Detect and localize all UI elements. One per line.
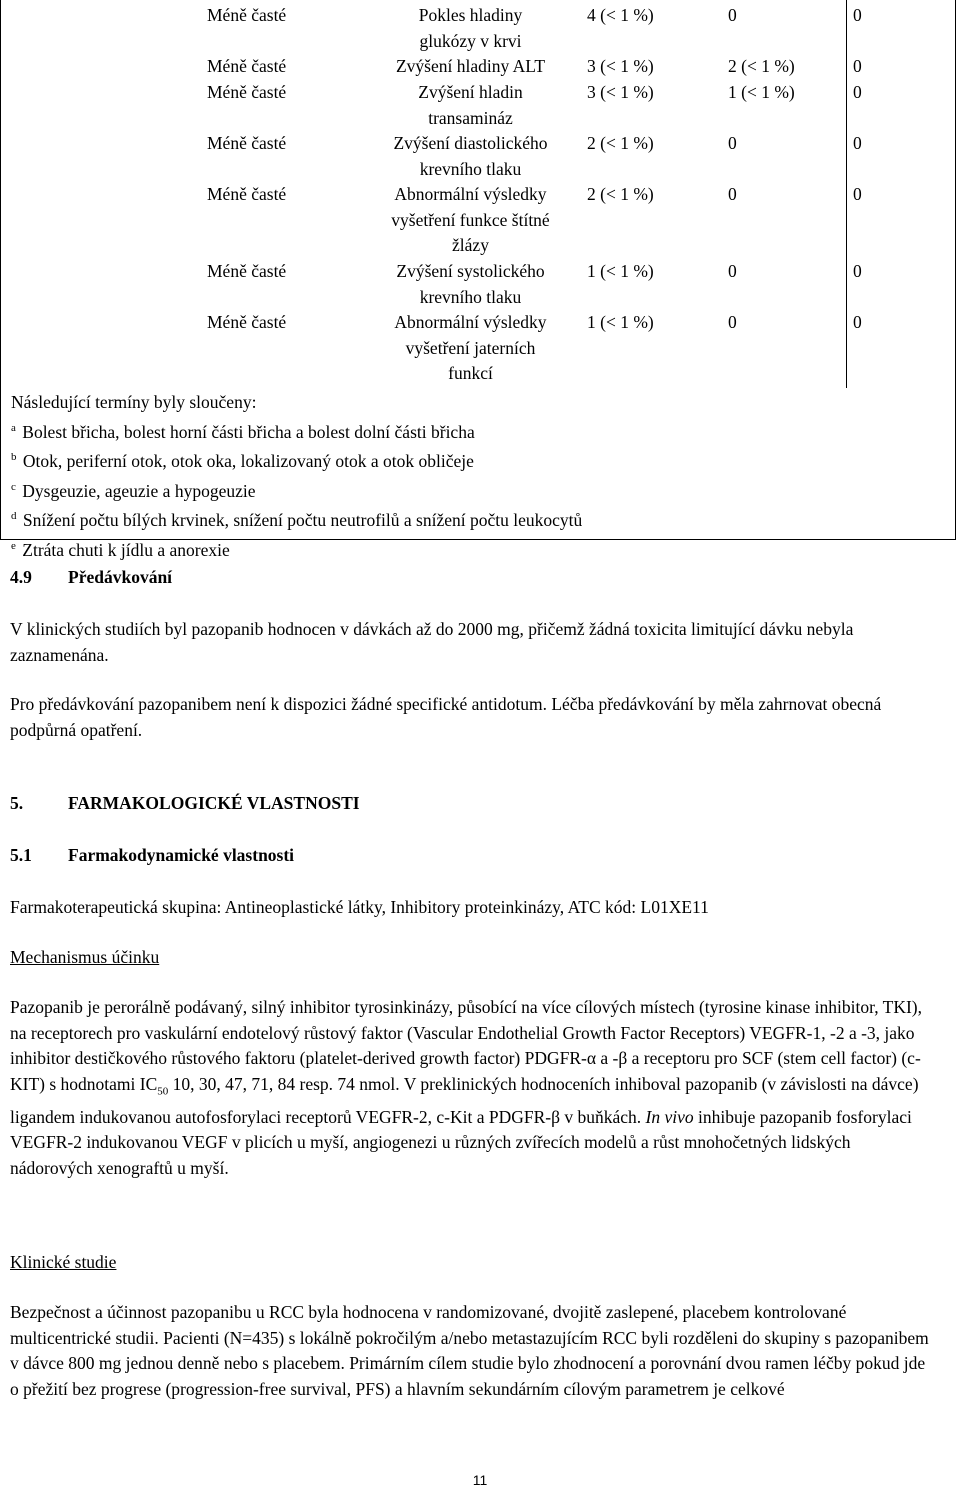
section-heading-pharmacodynamics: 5.1 Farmakodynamické vlastnosti xyxy=(10,845,295,865)
value-cell: 3 (< 1 %) xyxy=(587,56,654,76)
value-cell: 2 (< 1 %) xyxy=(728,56,795,76)
frequency-cell: Méně časté xyxy=(207,5,287,25)
value-cell: 0 xyxy=(853,312,862,332)
footnote-item: $^d$ Snížení počtu bílých krvinek, snížení počtu neutrofilů a snížení počtu leukocytů xyxy=(11,510,583,530)
value-cell: 0 xyxy=(853,82,862,102)
value-cell: 0 xyxy=(728,312,737,332)
adverse-events-table xyxy=(0,0,956,560)
value-cell: 3 (< 1 %) xyxy=(587,82,654,102)
footnote-intro: Následující termíny byly sloučeny: xyxy=(11,392,257,412)
term-cell: Zvýšení hladin transamináz xyxy=(418,82,523,128)
term-cell: Pokles hladiny glukózy v krvi xyxy=(418,5,523,51)
value-cell: 0 xyxy=(728,261,737,281)
term-cell: Zvýšení systolického krevního tlaku xyxy=(396,261,545,307)
footnote-item: $^e$ Ztráta chuti k jídlu a anorexie xyxy=(11,539,230,560)
subheading-clinical-studies: Klinické studie xyxy=(10,1252,117,1272)
value-cell: 0 xyxy=(728,184,737,204)
pharmacotherapeutic-group: Farmakoterapeutická skupina: Antineoplastické látky, Inhibitory proteinkinázy, ATC kód: L01XE11 xyxy=(10,897,709,917)
value-cell: 2 (< 1 %) xyxy=(587,184,654,204)
paragraph-clinical: Bezpečnost a účinnost pazopanibu u RCC byla hodnocena v randomizované, dvojitě zaslepené, placebem kontrolované multicentrické studii. Pacienti (N=435) s lokálně pokročilým a/nebo metastazujícím RCC byli rozděleni do skupiny s pazopanibem v dávce 800 mg jednou denně nebo s placebem. Primárním cílem studie bylo zhodnocení a porovnání dvou ramen léčby pokud jde o přežití bez progrese (progression-free survival, PFS) a hlavním sekundárním cílovým parametrem je celkové xyxy=(10,1302,929,1399)
table-column-divider xyxy=(846,0,847,388)
term-cell: Abnormální výsledky vyšetření jaterních funkcí xyxy=(394,312,547,383)
value-cell: 0 xyxy=(853,184,862,204)
subheading-mechanism: Mechanismus účinku xyxy=(10,947,160,967)
value-cell: 0 xyxy=(728,133,737,153)
value-cell: 2 (< 1 %) xyxy=(587,133,654,153)
section-heading-overdose: 4.9 Předávkování xyxy=(10,567,173,587)
value-cell: 0 xyxy=(853,133,862,153)
footnote-item: $^a$ Bolest břicha, bolest horní části břicha a bolest dolní části břicha xyxy=(11,421,475,442)
page-number: 11 xyxy=(472,1472,488,1488)
frequency-cell: Méně časté xyxy=(207,133,287,153)
table-footnotes xyxy=(11,390,582,563)
value-cell: 1 (< 1 %) xyxy=(587,312,654,332)
paragraph: V klinických studiích byl pazopanib hodnocen v dávkách až do 2000 mg, přičemž žádná toxicita limitující dávku nebyla zaznamenána. xyxy=(10,619,854,665)
value-cell: 1 (< 1 %) xyxy=(728,82,795,102)
value-cell: 0 xyxy=(853,56,862,76)
frequency-cell: Méně časté xyxy=(207,56,287,76)
section-heading-pharmacology: 5. FARMAKOLOGICKÉ VLASTNOSTI xyxy=(10,793,360,813)
footnote-item: $^c$ Dysgeuzie, ageuzie a hypogeuzie xyxy=(11,480,256,501)
value-cell: 4 (< 1 %) xyxy=(587,5,654,25)
frequency-cell: Méně časté xyxy=(207,184,287,204)
term-cell: Zvýšení hladiny ALT xyxy=(395,56,546,76)
value-cell: 1 (< 1 %) xyxy=(587,261,654,281)
value-cell: 0 xyxy=(853,261,862,281)
paragraph: Pro předávkování pazopanibem není k dispozici žádné specifické antidotum. Léčba předávkování by měla zahrnovat obecná podpůrná opatření. xyxy=(10,694,882,740)
term-cell: Zvýšení diastolického krevního tlaku xyxy=(393,133,548,179)
value-cell: 0 xyxy=(728,5,737,25)
footnote-item: $^b$ Otok, periferní otok, otok oka, lokalizovaný otok a otok obličeje xyxy=(11,451,474,471)
frequency-cell: Méně časté xyxy=(207,261,287,281)
frequency-cell: Méně časté xyxy=(207,82,287,102)
paragraph-mechanism: Pazopanib je perorálně podávaný, silný inhibitor tyrosinkinázy, působící na více cílových místech (tyrosine kinase inhibitor, TKI), na receptorech pro vaskulární endotelový růstový faktor (Vascular Endothelial Growth Factor Receptors) VEGFR-1, -2 a -3, jako inhibitor destičkového růstového faktoru (platelet-derived growth factor) PDGFR-α a -β a receptoru pro SCF (stem cell factor) (c-KIT) s hodnotami $IC_{50}$ 10, 30, 47, 71, 84 resp. 74 nmol. V preklinických hodnoceních inhiboval pazopanib (v závislosti na dávce) ligandem indukovanou autofosforylaci receptorů VEGFR-2, c-Kit a PDGFR-β v buňkách. In vivo inhibuje pazopanib fosforylaci VEGFR-2 indukovanou VEGF v plicích u myší, angiogenezi u různých zvířecích modelů a růst mnohočetných lidských nádorových xenograftů u myší. xyxy=(10,997,922,1178)
value-cell: 0 xyxy=(853,5,862,25)
frequency-cell: Méně časté xyxy=(207,312,287,332)
term-cell: Abnormální výsledky vyšetření funkce štítné žlázy xyxy=(391,184,550,255)
